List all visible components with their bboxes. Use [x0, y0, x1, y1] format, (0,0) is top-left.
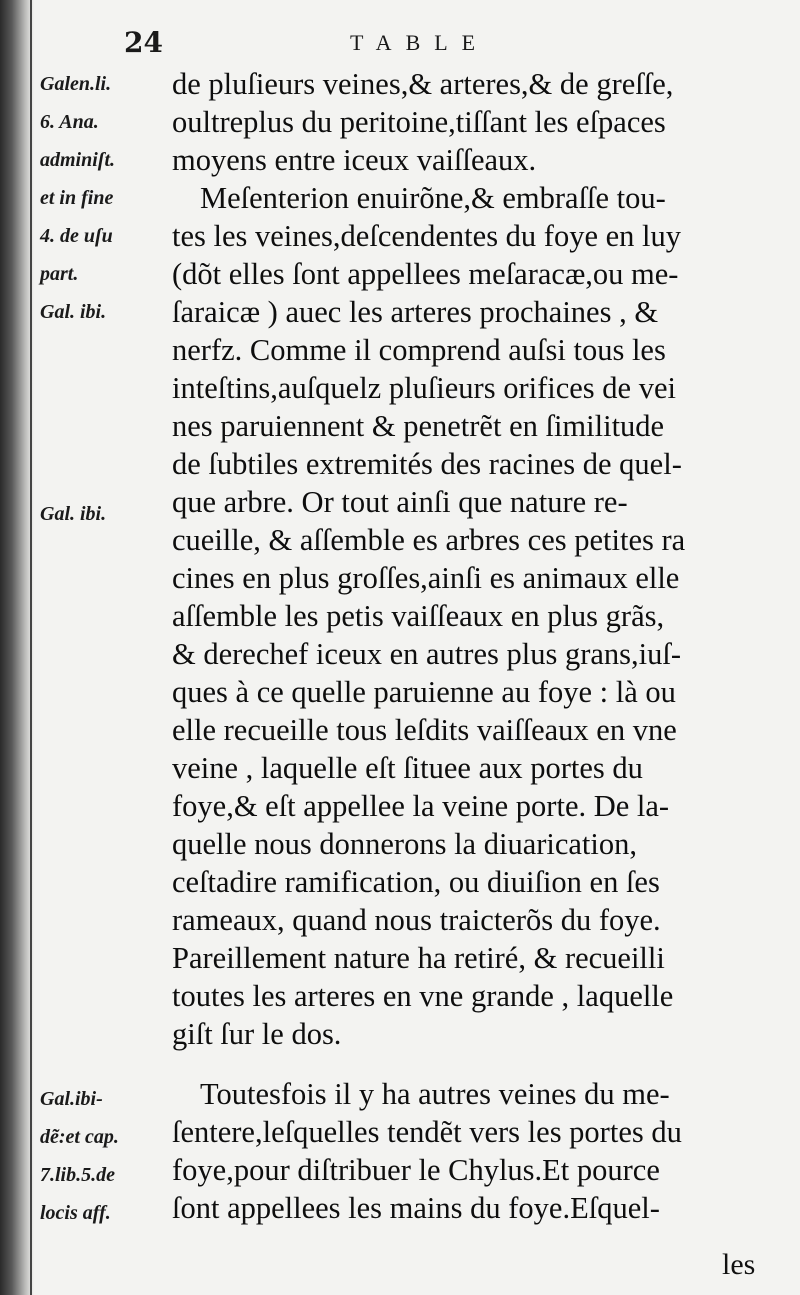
text-line: tes les veines,deſcendentes du foye en luy	[172, 219, 682, 253]
text-line: inteſtins,auſquelz pluſieurs orifices de vei	[172, 371, 676, 405]
text-line: ceſtadire ramification, ou diuiſion en ſes	[172, 865, 660, 899]
text-line: de pluſieurs veines,& arteres,& de greſſe,	[172, 67, 674, 101]
text-line: aſſemble les petis vaiſſeaux en plus grãs,	[172, 599, 665, 633]
text-line: elle recueille tous leſdits vaiſſeaux en vne	[172, 713, 677, 747]
page-number: 24	[124, 26, 163, 59]
margin-note: Gal. ibi.	[40, 503, 107, 525]
text-line: cueille, & aſſemble es arbres ces petites ra	[172, 523, 686, 557]
text-line: veine , laquelle eſt ſituee aux portes du	[172, 751, 643, 785]
margin-note: Gal. ibi.	[40, 301, 107, 323]
text-line: nerfz. Comme il comprend auſsi tous les	[172, 333, 666, 367]
page-fold	[30, 0, 32, 1295]
margin-note: locis aff.	[40, 1202, 111, 1224]
text-line: moyens entre iceux vaiſſeaux.	[172, 143, 537, 177]
running-head: TABLE	[350, 30, 490, 55]
text-line: que arbre. Or tout ainſi que nature re-	[172, 485, 628, 519]
text-line: (dõt elles ſont appellees meſaracæ,ou me-	[172, 257, 679, 291]
text-line: Pareillement nature ha retiré, & recueilli	[172, 941, 665, 975]
text-line: de ſubtiles extremités des racines de quel-	[172, 447, 682, 481]
text-line: quelle nous donnerons la diuarication,	[172, 827, 638, 861]
margin-note: Gal.ibi-	[40, 1088, 103, 1110]
text-line: ſentere,leſquelles tendẽt vers les portes du	[172, 1115, 682, 1149]
binding-shadow	[0, 0, 34, 1295]
margin-note: et in fine	[40, 187, 114, 209]
text-line: rameaux, quand nous traicterõs du foye.	[172, 903, 661, 937]
margin-note: adminiſt.	[40, 149, 116, 171]
catchword: les	[722, 1248, 756, 1281]
text-line: giſt ſur le dos.	[172, 1017, 342, 1051]
text-line: toutes les arteres en vne grande , laquelle	[172, 979, 674, 1013]
margin-note: 6. Ana.	[40, 111, 99, 133]
text-line: Toutesfois il y ha autres veines du me-	[200, 1077, 670, 1111]
margin-note: dẽ:et cap.	[40, 1126, 119, 1148]
text-line: ſont appellees les mains du foye.Eſquel-	[172, 1191, 660, 1225]
text-line: oultreplus du peritoine,tiſſant les eſpaces	[172, 105, 666, 139]
page-header	[0, 26, 800, 62]
text-line: ſaraicæ ) auec les arteres prochaines , &	[172, 295, 659, 329]
text-line: nes paruiennent & penetrẽt en ſimilitude	[172, 409, 665, 443]
text-line: ques à ce quelle paruienne au foye : là ou	[172, 675, 676, 709]
margin-note: part.	[40, 263, 79, 285]
margin-note: 7.lib.5.de	[40, 1164, 115, 1186]
margin-note: 4. de uſu	[40, 225, 113, 247]
text-line: foye,pour diſtribuer le Chylus.Et pource	[172, 1153, 660, 1187]
text-line: cines en plus groſſes,ainſi es animaux elle	[172, 561, 680, 595]
text-line: foye,& eſt appellee la veine porte. De la-	[172, 789, 670, 823]
text-line: Meſenterion enuirõne,& embraſſe tou-	[200, 181, 666, 215]
margin-note: Galen.li.	[40, 73, 112, 95]
text-line: & derechef iceux en autres plus grans,iuſ-	[172, 637, 681, 671]
